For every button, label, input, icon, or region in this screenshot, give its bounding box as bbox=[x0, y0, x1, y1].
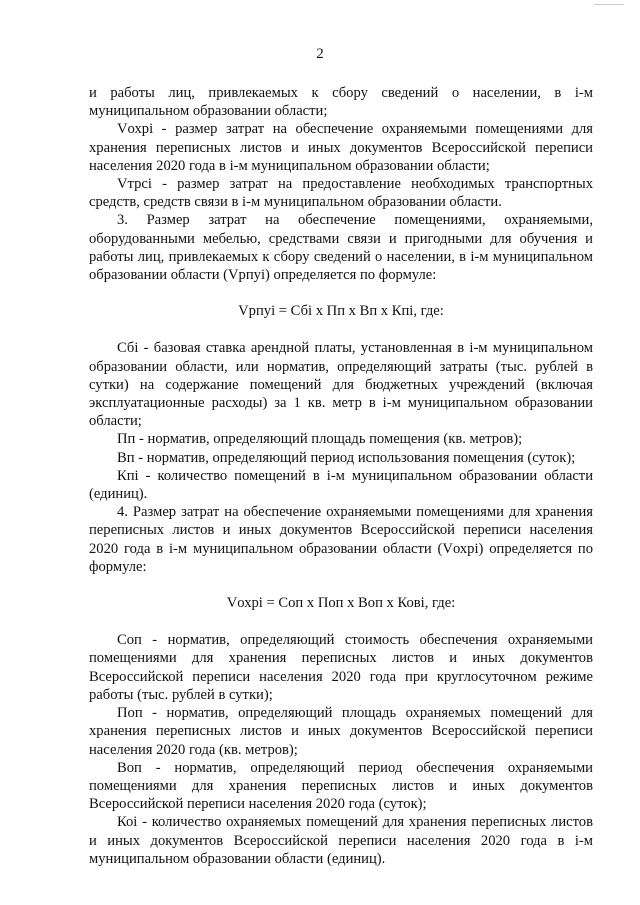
paragraph-1: и работы лиц, привлекаемых к сбору сведений о населении, в і-м муниципальном образовании области; bbox=[89, 85, 593, 120]
paragraph-vohr: Vохрі - размер затрат на обеспечение охраняемыми помещениями для хранения переписных листов и иных документов Всероссийской переписи населения 2020 года в і-м муниципальном образовании области; bbox=[89, 121, 593, 174]
paragraph-sop: Соп - норматив, определяющий стоимость обеспечения охраняемыми помещениями для хранения переписных листов и иных документов Всероссийской переписи населения 2020 года при круглосуточном режиме работы (тыс. рублей в сутки); bbox=[89, 632, 593, 703]
paragraph-vtrs: Vтрсі - размер затрат на предоставление необходимых транспортных средств, средств связи в і-м муниципальном образовании области. bbox=[89, 176, 593, 211]
paragraph-kp: Кпі - количество помещений в і-м муниципальном образовании области (единиц). bbox=[89, 467, 593, 503]
paragraph-vp: Вп - норматив, определяющий период использования помещения (суток); bbox=[117, 449, 576, 466]
paragraph-vop: Воп - норматив, определяющий период обеспечения охраняемыми помещениями для хранения переписных листов и иных документов Всероссийской переписи населения 2020 года (суток); bbox=[89, 759, 593, 813]
page-number: 2 bbox=[316, 46, 324, 62]
paragraph-section-4: 4. Размер затрат на обеспечение охраняемыми помещениями для хранения переписных листов и иных документов Всероссийской переписи населения 2020 года в і-м муниципальном образовании области (Vохрі) определяется по формуле: bbox=[89, 504, 593, 575]
paragraph-sb: Сбі - базовая ставка арендной платы, установленная в і-м муниципальном образовании области, или норматив, определяющий затраты (тыс. рублей в сутки) на содержание помещений для бюджетных учреждений (включая эксплуатационные расходы) за 1 кв. метр в і-м муниципальном образовании области; bbox=[89, 340, 593, 430]
scan-corner-mark bbox=[594, 0, 624, 5]
paragraph-ko: Коі - количество охраняемых помещений для хранения переписных листов и иных документов Всероссийской переписи населения 2020 года в і-м муниципальном образовании области (единиц). bbox=[89, 814, 593, 867]
paragraph-pp: Пп - норматив, определяющий площадь помещения (кв. метров); bbox=[117, 431, 523, 448]
formula-vrpu: Vрпуі = Сбі х Пп х Вп х Кпі, где: bbox=[238, 303, 444, 320]
paragraph-section-3: 3. Размер затрат на обеспечение помещениями, охраняемыми, оборудованными мебелью, средствами связи и пригодными для обучения и работы лиц, привлекаемых к сбору сведений о населении, в і-м муниципальном образовании области (Vрпуі) определяется по формуле: bbox=[89, 212, 593, 284]
document-body bbox=[89, 84, 593, 868]
formula-vohr: Vохрі = Соп х Поп х Воп х Кові, где: bbox=[226, 595, 456, 612]
paragraph-pop: Поп - норматив, определяющий площадь охраняемых помещений для хранения переписных листов и иных документов Всероссийской переписи населения 2020 года (кв. метров); bbox=[89, 705, 593, 758]
